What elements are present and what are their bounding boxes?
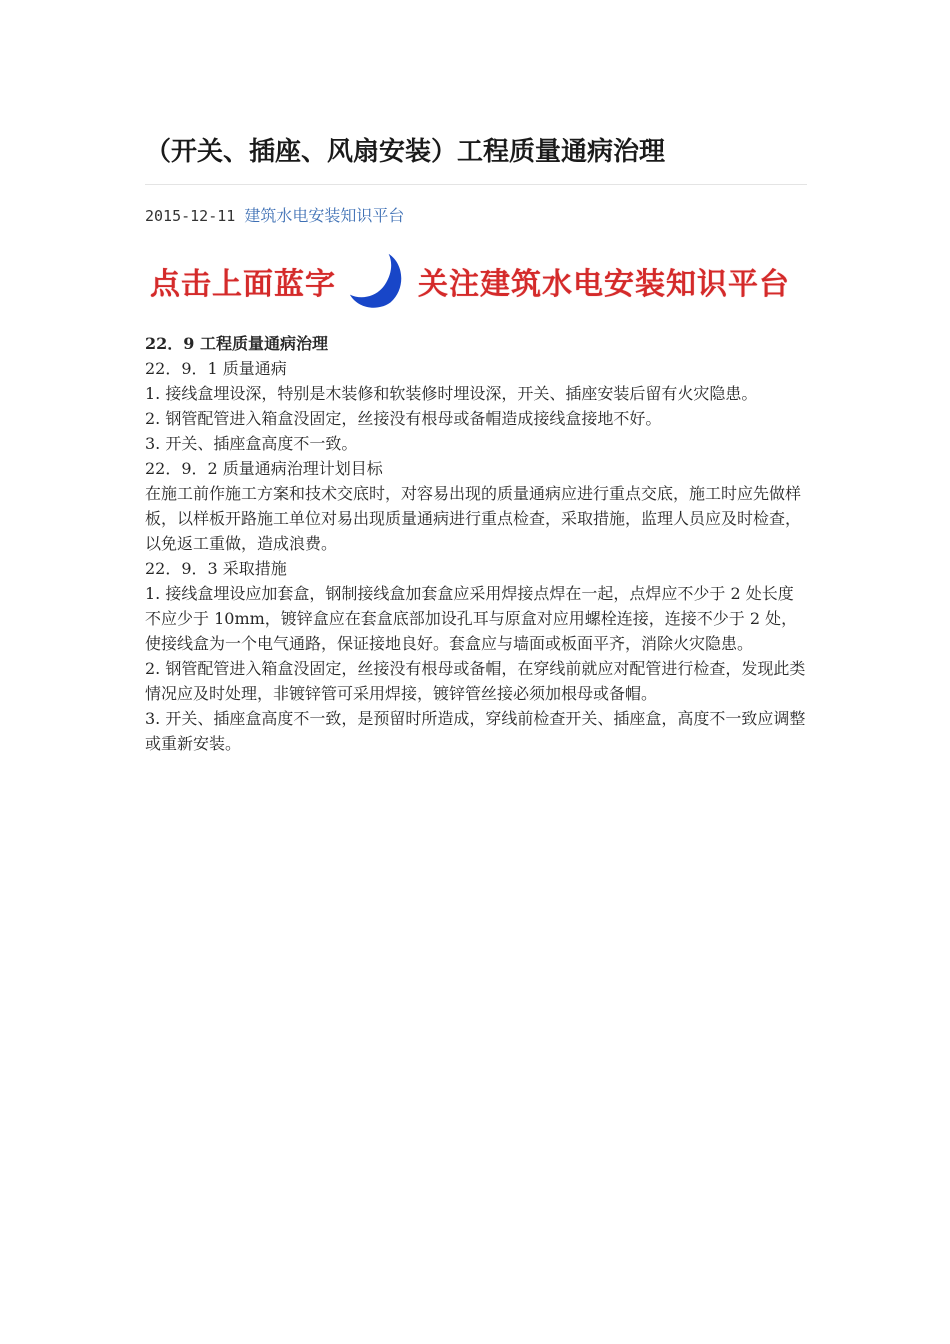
paragraph: 2. 钢管配管进入箱盒没固定，丝接没有根母或备帽造成接线盒接地不好。 bbox=[145, 409, 662, 428]
crescent-moon-icon bbox=[346, 250, 408, 312]
paragraph: 3. 开关、插座盒高度不一致，是预留时所造成，穿线前检查开关、插座盒，高度不一致应调整或重新安装。 bbox=[145, 709, 806, 753]
subsection-heading: 22．9．2 质量通病治理计划目标 bbox=[145, 459, 383, 478]
subsection-heading: 22．9．3 采取措施 bbox=[145, 559, 287, 578]
paragraph: 1. 接线盒埋设深，特别是木装修和软装修时埋设深，开关、插座安装后留有火灾隐患。 bbox=[145, 384, 758, 403]
banner-left-text: 点击上面蓝字 bbox=[150, 267, 336, 302]
paragraph: 3. 开关、插座盒高度不一致。 bbox=[145, 434, 358, 453]
banner-right-text: 关注建筑水电安装知识平台 bbox=[418, 267, 790, 302]
source-account-link[interactable]: 建筑水电安装知识平台 bbox=[244, 206, 405, 225]
article-title: （开关、插座、风扇安装）工程质量通病治理 bbox=[145, 137, 666, 167]
publish-date: 2015-12-11 bbox=[145, 207, 236, 225]
paragraph: 在施工前作施工方案和技术交底时，对容易出现的质量通病应进行重点交底，施工时应先做样板，以样板开路施工单位对易出现质量通病进行重点检查，采取措施，监理人员应及时检查，以免返工重做，造成浪费。 bbox=[145, 484, 802, 553]
article-meta bbox=[145, 205, 807, 227]
subsection-heading: 22．9．1 质量通病 bbox=[145, 359, 287, 378]
follow-banner[interactable] bbox=[145, 241, 795, 321]
title-divider bbox=[145, 184, 807, 185]
article bbox=[145, 132, 807, 756]
paragraph: 1. 接线盒埋设应加套盒，钢制接线盒加套盒应采用焊接点焊在一起，点焊应不少于 2 处长度不应少于 10mm，镀锌盒应在套盒底部加设孔耳与原盒对应用螺栓连接，连接不少于 2 处，使接线盒为一个电气通路，保证接地良好。套盒应与墙面或板面平齐，消除火灾隐患。 bbox=[145, 584, 798, 653]
article-body bbox=[145, 331, 807, 756]
section-heading: 22．9 工程质量通病治理 bbox=[145, 334, 328, 353]
paragraph: 2. 钢管配管进入箱盒没固定，丝接没有根母或备帽，在穿线前就应对配管进行检查，发现此类情况应及时处理，非镀锌管可采用焊接，镀锌管丝接必须加根母或备帽。 bbox=[145, 659, 806, 703]
